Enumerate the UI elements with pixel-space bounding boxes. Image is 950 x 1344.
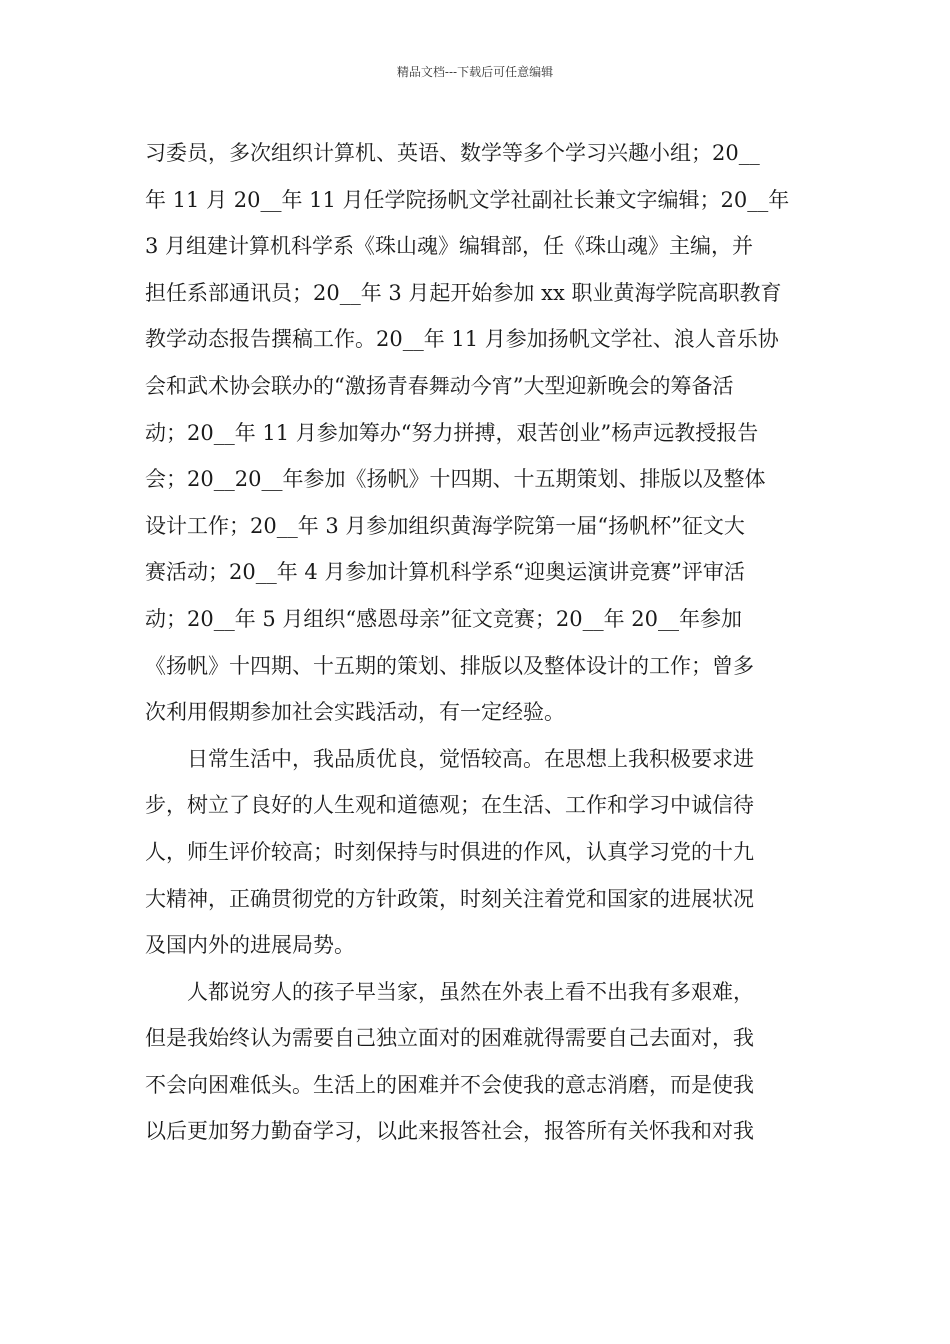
text-line: 担任系部通讯员；20__年 3 月起开始参加 xx 职业黄海学院高职教育 <box>145 280 782 305</box>
text-line: 次利用假期参加社会实践活动，有一定经验。 <box>145 700 565 725</box>
text-line: 及国内外的进展局势。 <box>145 933 355 958</box>
paragraph-first-line: 日常生活中，我品质优良，觉悟较高。在思想上我积极要求进 <box>187 746 754 771</box>
text-line: 赛活动；20__年 4 月参加计算机科学系“迎奥运演讲竞赛”评审活 <box>145 560 745 585</box>
text-line: 人，师生评价较高；时刻保持与时俱进的作风，认真学习党的十九 <box>145 839 754 864</box>
text-line: 会；20__20__年参加《扬帆》十四期、十五期策划、排版以及整体 <box>145 467 766 492</box>
text-line: 习委员，多次组织计算机、英语、数学等多个学习兴趣小组；20__ <box>145 141 760 165</box>
document-body <box>145 130 807 1155</box>
text-line: 动；20__年 5 月组织“感恩母亲”征文竞赛；20__年 20__年参加 <box>145 606 743 631</box>
text-line: 《扬帆》十四期、十五期的策划、排版以及整体设计的工作；曾多 <box>145 653 754 678</box>
text-line: 但是我始终认为需要自己独立面对的困难就得需要自己去面对，我 <box>145 1026 754 1051</box>
text-line: 教学动态报告撰稿工作。20__年 11 月参加扬帆文学社、浪人音乐协 <box>145 327 779 352</box>
text-line: 设计工作；20__年 3 月参加组织黄海学院第一届“扬帆杯”征文大 <box>145 513 745 538</box>
text-line: 年 11 月 20__年 11 月任学院扬帆文学社副社长兼文字编辑；20__年 <box>145 187 790 212</box>
text-line: 步，树立了良好的人生观和道德观；在生活、工作和学习中诚信待 <box>145 793 754 818</box>
text-line: 大精神，正确贯彻党的方针政策，时刻关注着党和国家的进展状况 <box>145 886 754 911</box>
paragraph-first-line: 人都说穷人的孩子早当家，虽然在外表上看不出我有多艰难， <box>187 979 754 1004</box>
text-line: 会和武术协会联办的“激扬青春舞动今宵”大型迎新晚会的筹备活 <box>145 373 734 398</box>
text-line: 以后更加努力勤奋学习，以此来报答社会，报答所有关怀我和对我 <box>145 1119 754 1144</box>
text-line: 3 月组建计算机科学系《珠山魂》编辑部，任《珠山魂》主编，并 <box>145 234 754 259</box>
text-line: 动；20__年 11 月参加筹办“努力拼搏，艰苦创业”杨声远教授报告 <box>145 420 759 445</box>
text-line: 不会向困难低头。生活上的困难并不会使我的意志消磨，而是使我 <box>145 1072 754 1097</box>
page-header: 精品文档---下载后可任意编辑 <box>396 65 554 79</box>
